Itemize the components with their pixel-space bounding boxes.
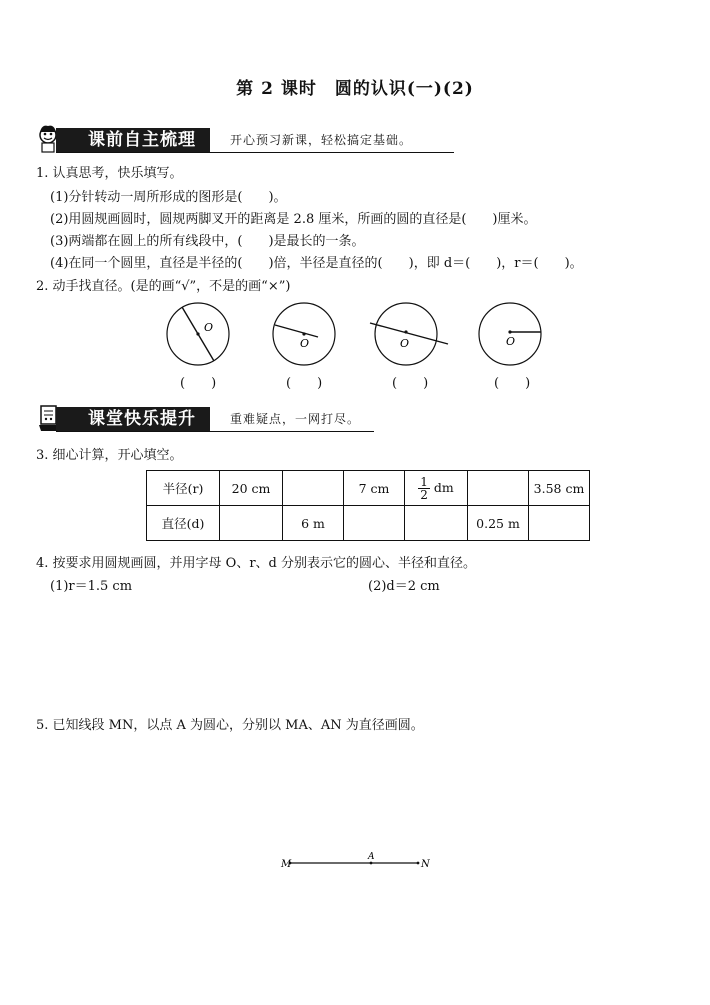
section-title: 课前自主梳理 [56, 128, 210, 152]
point-label-a: A [368, 852, 375, 862]
table-cell[interactable]: 0.25 m [468, 506, 529, 541]
table-cell[interactable]: 20 cm [220, 471, 283, 506]
table-cell[interactable] [220, 506, 283, 541]
circle-figure-1 [160, 298, 240, 372]
center-label: O [300, 337, 310, 350]
section-title: 课堂快乐提升 [56, 407, 210, 431]
page-title: 第 2 课时 圆的认识(一)(2) [236, 79, 474, 99]
table-cell[interactable] [468, 471, 529, 506]
table-row [147, 506, 590, 541]
table-cell[interactable]: 3.58 cm [529, 471, 590, 506]
circle-figure-3 [366, 298, 456, 372]
question-3-stem: 3. 细心计算，开心填空。 [36, 448, 183, 463]
question-2-stem: 2. 动手找直径。(是的画“√”，不是的画“×”) [36, 279, 291, 294]
section-banner-preview [34, 128, 434, 154]
section-banner-classroom [34, 407, 434, 433]
point-label-m: M [281, 859, 292, 870]
answer-blank[interactable]: ( ) [392, 376, 429, 391]
table-cell[interactable] [405, 506, 468, 541]
fraction-unit: dm [433, 479, 454, 495]
center-label: O [400, 337, 410, 350]
question-1-item: (3)两端都在圆上的所有线段中，( )是最长的一条。 [50, 234, 365, 249]
section-slogan: 开心预习新课，轻松搞定基础。 [230, 133, 413, 147]
table-cell[interactable] [344, 506, 405, 541]
table-cell[interactable] [529, 506, 590, 541]
answer-blank[interactable]: ( ) [180, 376, 217, 391]
divider [56, 152, 454, 153]
question-5-stem: 5. 已知线段 MN，以点 A 为圆心，分别以 MA、AN 为直径画圆。 [36, 718, 424, 733]
radius-diameter-table [146, 470, 590, 541]
question-4-part-2: (2)d＝2 cm [368, 579, 440, 594]
table-cell[interactable]: 6 m [283, 506, 344, 541]
section-slogan: 重难疑点，一网打尽。 [230, 412, 361, 426]
answer-blank[interactable]: ( ) [494, 376, 531, 391]
question-1-stem: 1. 认真思考，快乐填写。 [36, 166, 183, 181]
question-1-item: (1)分针转动一周所形成的图形是( )。 [50, 190, 287, 205]
answer-blank[interactable]: ( ) [286, 376, 323, 391]
point-label-n: N [421, 859, 430, 870]
fraction: $\frac{1}{2}$ [420, 474, 428, 502]
row-header: 直径(d) [147, 506, 220, 541]
table-cell[interactable] [283, 471, 344, 506]
question-1-item: (2)用圆规画圆时，圆规两脚叉开的距离是 2.8 厘米，所画的圆的直径是( )厘米。 [50, 212, 537, 227]
segment-mn-figure [276, 850, 436, 874]
center-label: O [506, 335, 516, 348]
center-label: O [204, 321, 214, 334]
circle-figure-4 [472, 298, 552, 372]
divider [56, 431, 374, 432]
table-cell-fraction[interactable] [405, 471, 468, 506]
table-row [147, 471, 590, 506]
table-cell[interactable]: 7 cm [344, 471, 405, 506]
row-header: 半径(r) [147, 471, 220, 506]
circle-figure-2 [266, 298, 346, 372]
question-1-item: (4)在同一个圆里，直径是半径的( )倍，半径是直径的( )，即 d＝( )，r＝( )。 [50, 256, 583, 271]
question-4-stem: 4. 按要求用圆规画圆，并用字母 O、r、d 分别表示它的圆心、半径和直径。 [36, 556, 476, 571]
question-4-part-1: (1)r＝1.5 cm [50, 579, 133, 594]
